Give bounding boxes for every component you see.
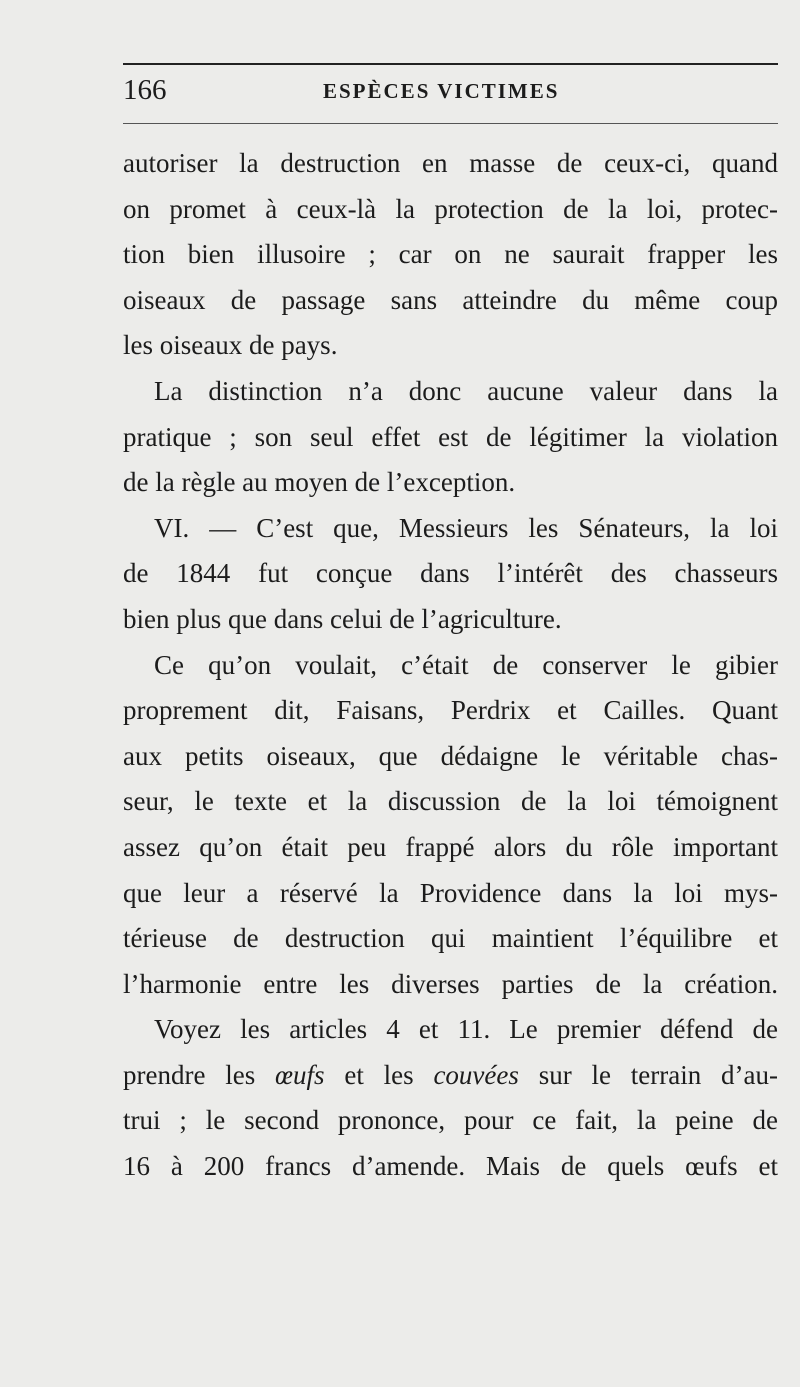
text-line: aux petits oiseaux, que dédaigne le véritable chas- <box>123 740 778 771</box>
text-line: 16 à 200 francs d’amende. Mais de quels œufs et <box>123 1151 778 1182</box>
paragraph-start-line: Voyez les articles 4 et 11. Le premier défend de <box>154 1014 778 1045</box>
text-line: tion bien illusoire ; car on ne saurait frapper les <box>123 239 778 270</box>
text-fragment: sur le terrain d’au- <box>518 1059 778 1090</box>
section-heading-line: VI. — C’est que, Messieurs les Sénateurs, la loi <box>154 512 778 543</box>
page-header <box>123 74 778 114</box>
text-line: autoriser la destruction en masse de ceux-ci, quand <box>123 148 778 178</box>
page-number: 166 <box>123 74 167 106</box>
text-line: pratique ; son seul effet est de légitimer la violation <box>123 421 778 452</box>
text-line: les oiseaux de pays. <box>123 330 338 361</box>
text-line: seur, le texte et la discussion de la loi témoignent <box>123 786 778 817</box>
body-text <box>123 143 778 1192</box>
paragraph-start-line: Ce qu’on voulait, c’était de conserver le gibier <box>154 649 778 680</box>
text-line: proprement dit, Faisans, Perdrix et Cailles. Quant <box>123 695 778 726</box>
header-top-rule <box>123 63 778 65</box>
italic-word-couvees: couvées <box>433 1059 519 1090</box>
text-line: bien plus que dans celui de l’agriculture. <box>123 603 562 634</box>
running-title: ESPÈCES VICTIMES <box>323 79 560 103</box>
text-line: oiseaux de passage sans atteindre du même coup <box>123 284 778 315</box>
text-line: de 1844 fut conçue dans l’intérêt des chasseurs <box>123 558 778 589</box>
text-line: on promet à ceux-là la protection de la loi, protec- <box>123 193 778 224</box>
text-line: assez qu’on était peu frappé alors du rôle important <box>123 831 778 862</box>
text-line-with-italics <box>123 1055 778 1101</box>
header-bottom-rule <box>123 123 778 124</box>
text-line: que leur a réservé la Providence dans la loi mys- <box>123 877 778 908</box>
text-fragment: et les <box>324 1059 434 1090</box>
text-line: térieuse de destruction qui maintient l’équilibre et <box>123 923 778 954</box>
paragraph-start-line: La distinction n’a donc aucune valeur dans la <box>154 375 778 406</box>
text-line: de la règle au moyen de l’exception. <box>123 467 516 498</box>
text-fragment: prendre les <box>123 1059 276 1090</box>
italic-word-oeufs: œufs <box>275 1059 325 1090</box>
text-line: trui ; le second prononce, pour ce fait, la peine de <box>123 1105 778 1136</box>
text-line: l’harmonie entre les diverses parties de la création. <box>123 968 778 999</box>
